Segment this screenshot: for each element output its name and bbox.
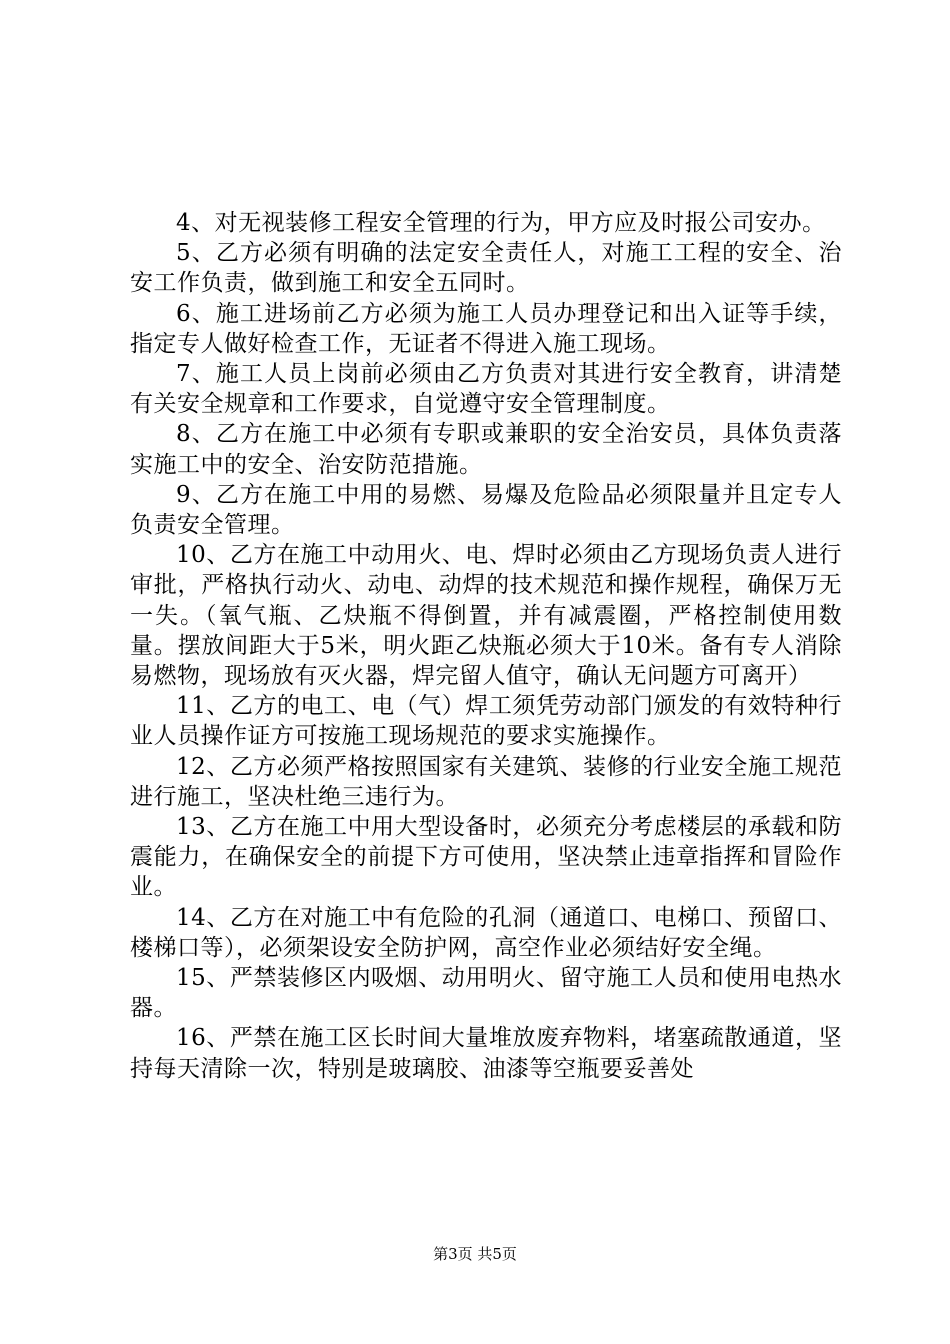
paragraph-10: 10、乙方在施工中动用火、电、焊时必须由乙方现场负责人进行审批，严格执行动火、动电、动焊的技术规范和操作规程，确保万无一失。（氧气瓶、乙炔瓶不得倒置，并有减震圈，严格控制使用数量。摆放间距大于5米，明火距乙炔瓶必须大于10米。备有专人消除易燃物，现场放有灭火器，焊完留人值守，确认无问题方可离开） bbox=[130, 542, 842, 690]
paragraph-13: 13、乙方在施工中用大型设备时，必须充分考虑楼层的承载和防震能力，在确保安全的前提下方可使用，坚决禁止违章指挥和冒险作业。 bbox=[130, 814, 842, 901]
paragraph-11: 11、乙方的电工、电（气）焊工须凭劳动部门颁发的有效特种行业人员操作证方可按施工现场规范的要求实施操作。 bbox=[130, 693, 842, 750]
paragraph-6: 6、施工进场前乙方必须为施工人员办理登记和出入证等手续，指定专人做好检查工作，无证者不得进入施工现场。 bbox=[130, 300, 842, 357]
paragraph-7: 7、施工人员上岗前必须由乙方负责对其进行安全教育，讲清楚有关安全规章和工作要求，自觉遵守安全管理制度。 bbox=[130, 361, 842, 418]
paragraph-15: 15、严禁装修区内吸烟、动用明火、留守施工人员和使用电热水器。 bbox=[130, 965, 842, 1022]
paragraph-16: 16、严禁在施工区长时间大量堆放废弃物料，堵塞疏散通道，坚持每天清除一次，特别是玻璃胶、油漆等空瓶要妥善处 bbox=[130, 1025, 842, 1082]
paragraph-9: 9、乙方在施工中用的易燃、易爆及危险品必须限量并且定专人负责安全管理。 bbox=[130, 481, 842, 539]
paragraph-14: 14、乙方在对施工中有危险的孔洞（通道口、电梯口、预留口、楼梯口等），必须架设安全防护网，高空作业必须结好安全绳。 bbox=[130, 904, 842, 961]
page-number-footer: 第3页 共5页 bbox=[433, 1245, 517, 1263]
paragraph-5: 5、乙方必须有明确的法定安全责任人，对施工工程的安全、治安工作负责，做到施工和安全五同时。 bbox=[130, 240, 842, 297]
paragraph-8: 8、乙方在施工中必须有专职或兼职的安全治安员，具体负责落实施工中的安全、治安防范措施。 bbox=[130, 421, 842, 478]
paragraph-4: 4、对无视装修工程安全管理的行为，甲方应及时报公司安办。 bbox=[176, 210, 826, 236]
document-body bbox=[130, 208, 842, 1084]
paragraph-12: 12、乙方必须严格按照国家有关建筑、装修的行业安全施工规范进行施工，坚决杜绝三违行为。 bbox=[130, 753, 842, 810]
